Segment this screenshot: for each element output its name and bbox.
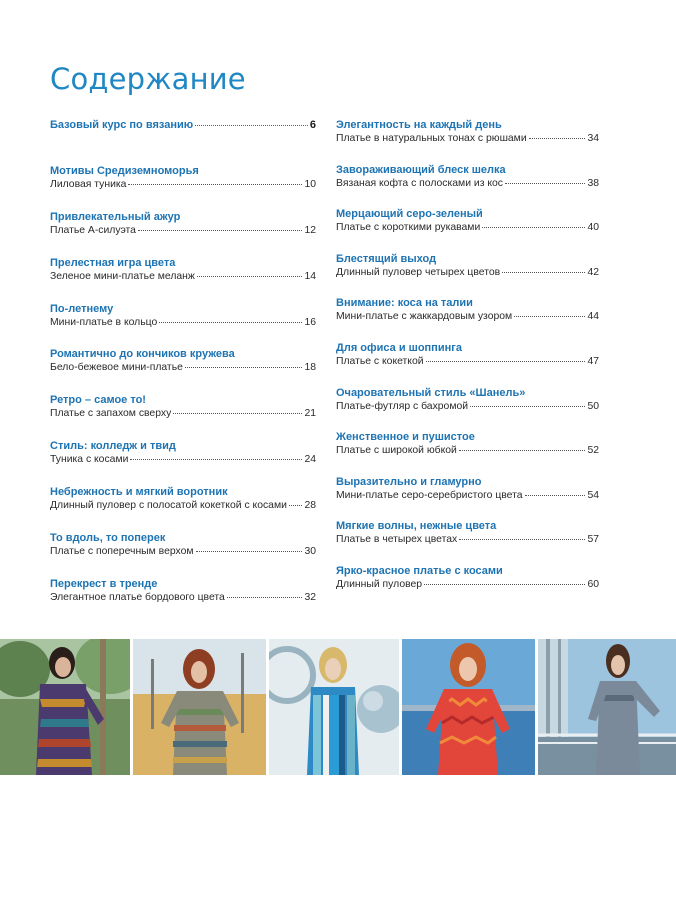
toc-leader-dots (424, 583, 585, 585)
photo-model-striped-dress (133, 639, 265, 775)
toc-page-number: 28 (304, 500, 316, 512)
toc-entry-heading: Очаровательный стиль «Шанель» (336, 386, 526, 399)
toc-entry-heading: То вдоль, то поперек (50, 532, 166, 545)
toc-entry[interactable] (336, 564, 599, 609)
toc-entry-heading: Небрежность и мягкий воротник (50, 486, 228, 499)
toc-entry-heading: Мотивы Средиземноморья (50, 164, 199, 177)
toc-entry-subtitle: Платье с кокеткой (336, 355, 424, 367)
toc-entry-heading: Перекрест в тренде (50, 577, 158, 590)
toc-entry[interactable] (336, 475, 599, 520)
toc-leader-dots (514, 315, 585, 317)
toc-leader-dots (502, 271, 585, 273)
toc-entry[interactable] (50, 577, 316, 623)
toc-entry-line (336, 266, 599, 280)
toc-entry-heading: Выразительно и гламурно (336, 475, 482, 488)
toc-entry[interactable] (50, 347, 316, 393)
toc-entry-heading: Стиль: колледж и твид (50, 440, 176, 453)
toc-entry-subtitle: Зеленое мини-платье меланж (50, 270, 195, 282)
toc-entry-subtitle: Платье с поперечным верхом (50, 546, 194, 558)
toc-page-number: 14 (304, 270, 316, 282)
toc-entry-line (50, 591, 316, 605)
toc-page-number: 18 (304, 362, 316, 374)
toc-entry-line (336, 578, 599, 592)
toc-leader-dots (185, 366, 303, 368)
photo-model-striped-cardigan (269, 639, 399, 775)
toc-leader-dots (159, 321, 302, 323)
toc-page-number: 40 (587, 222, 599, 234)
toc-entry-subtitle: Длинный пуловер (336, 578, 423, 590)
toc-entry-line (50, 316, 316, 330)
toc-entry[interactable] (336, 341, 599, 386)
toc-page-number: 6 (309, 119, 316, 131)
toc-entry-line (336, 221, 599, 235)
toc-entry[interactable] (336, 252, 599, 297)
toc-entry[interactable] (50, 439, 316, 485)
toc-entry-line (336, 400, 599, 414)
toc-entry[interactable] (336, 207, 599, 252)
photo-strip (0, 639, 676, 775)
photo-model-red-dress (402, 639, 534, 775)
toc-entry-line (50, 545, 316, 559)
toc-entry-heading: Прелестная игра цвета (50, 256, 176, 269)
toc-entry-line (50, 118, 316, 132)
toc-entry[interactable] (336, 296, 599, 341)
toc-entry-subtitle: Лиловая туника (50, 178, 127, 190)
toc-entry[interactable] (50, 485, 316, 531)
toc-entry-heading: Завораживающий блеск шелка (336, 163, 506, 176)
toc-entry[interactable] (336, 163, 599, 208)
toc-leader-dots (196, 550, 303, 552)
toc-entry-subtitle: Платье в натуральных тонах с рюшами (336, 133, 527, 144)
toc-entry-heading: Для офиса и шоппинга (336, 341, 462, 354)
toc-entry-line (336, 310, 599, 324)
toc-entry-line (50, 499, 316, 513)
toc-entry-heading: Ярко-красное платье с косами (336, 564, 503, 577)
toc-entry-line (50, 361, 316, 375)
toc-leader-dots (128, 183, 302, 185)
toc-entry-heading: Базовый курс по вязанию (50, 119, 194, 131)
toc-entry-heading: Внимание: коса на талии (336, 297, 473, 310)
toc-page-number: 24 (304, 454, 316, 466)
toc-entry[interactable] (50, 210, 316, 256)
toc-entry-subtitle: Длинный пуловер четырех цветов (336, 266, 501, 278)
toc-entry-heading: По-летнему (50, 302, 114, 315)
toc-leader-dots (529, 137, 586, 139)
toc-page-number: 50 (587, 400, 599, 412)
toc-leader-dots (130, 458, 302, 460)
toc-entry-line (336, 533, 599, 547)
toc-right-column (336, 118, 599, 609)
toc-leader-dots (138, 229, 302, 231)
toc-page-number: 34 (587, 133, 599, 144)
toc-entry-line (50, 178, 316, 192)
toc-page-number: 42 (587, 266, 599, 278)
toc-left-column (50, 118, 316, 623)
toc-leader-dots (459, 449, 586, 451)
toc-leader-dots (197, 275, 303, 277)
toc-entry-line (336, 177, 599, 191)
toc-entry[interactable] (50, 256, 316, 302)
toc-entry-heading: Ретро – самое то! (50, 394, 146, 407)
toc-entry[interactable] (50, 302, 316, 348)
photo-model-zigzag-dress (0, 639, 130, 775)
toc-entry-heading: Привлекательный ажур (50, 210, 181, 223)
toc-leader-dots (459, 538, 585, 540)
toc-leader-dots (227, 596, 303, 598)
toc-entry-heading: Женственное и пушистое (336, 431, 475, 444)
toc-page-number: 54 (587, 489, 599, 501)
toc-entry-subtitle: Платье в четырех цветах (336, 534, 458, 546)
photo-model-grey-dress (538, 639, 676, 775)
toc-entry-heading: Романтично до кончиков кружева (50, 348, 235, 361)
page-title: Содержание (50, 62, 246, 96)
toc-leader-dots (426, 360, 586, 362)
toc-page-number: 52 (587, 445, 599, 457)
toc-entry[interactable] (50, 118, 316, 164)
toc-entry-heading: Мерцающий серо-зеленый (336, 208, 483, 221)
toc-page-number: 30 (304, 546, 316, 558)
toc-entry-subtitle: Платье с широкой юбкой (336, 445, 457, 457)
toc-entry-subtitle: Мини-платье серо-серебристого цвета (336, 489, 523, 501)
toc-entry-line (336, 132, 599, 146)
toc-page-number: 32 (304, 591, 316, 603)
toc-entry[interactable] (50, 531, 316, 577)
toc-entry-heading: Элегантность на каждый день (336, 119, 502, 131)
toc-page-number: 16 (304, 316, 316, 328)
toc-leader-dots (173, 412, 302, 414)
toc-page-number: 57 (587, 534, 599, 546)
toc-entry-line (50, 407, 316, 421)
toc-entry-subtitle: Туника с косами (50, 454, 129, 466)
toc-entry-heading: Блестящий выход (336, 252, 437, 265)
toc-entry[interactable] (50, 393, 316, 439)
toc-leader-dots (525, 494, 586, 496)
toc-leader-dots (289, 504, 303, 506)
toc-page-number: 12 (304, 224, 316, 236)
toc-entry-subtitle: Платье с запахом сверху (50, 408, 172, 420)
toc-entry-subtitle: Платье-футляр с бахромой (336, 400, 469, 412)
toc-entry-subtitle: Платье А-силуэта (50, 224, 136, 236)
toc-leader-dots (482, 226, 585, 228)
toc-entry-subtitle: Вязаная кофта с полосками из кос (336, 177, 503, 189)
toc-entry-line (50, 224, 316, 238)
toc-entry-line (336, 444, 599, 458)
toc-entry-subtitle: Элегантное платье бордового цвета (50, 591, 225, 603)
toc-page-number: 38 (587, 177, 599, 189)
toc-leader-dots (505, 182, 585, 184)
toc-page-number: 10 (304, 178, 316, 190)
toc-entry-subtitle: Бело-бежевое мини-платье (50, 362, 183, 374)
toc-entry-line (336, 489, 599, 503)
toc-entry[interactable] (336, 430, 599, 475)
toc-entry-heading: Мягкие волны, нежные цвета (336, 520, 497, 533)
toc-entry-subtitle: Длинный пуловер с полосатой кокеткой с косами (50, 500, 287, 512)
toc-entry-subtitle: Платье с короткими рукавами (336, 222, 481, 234)
toc-entry-line (336, 355, 599, 369)
toc-leader-dots (195, 124, 308, 126)
toc-entry[interactable] (50, 164, 316, 210)
toc-page-number: 21 (304, 408, 316, 420)
toc-entry-line (50, 270, 316, 284)
toc-leader-dots (470, 405, 585, 407)
toc-entry[interactable] (336, 386, 599, 431)
toc-entry[interactable] (336, 118, 599, 163)
toc-entry-subtitle: Мини-платье с жаккардовым узором (336, 311, 513, 323)
toc-page-number: 47 (587, 355, 599, 367)
toc-entry-line (50, 453, 316, 467)
toc-entry[interactable] (336, 519, 599, 564)
toc-page-number: 44 (587, 311, 599, 323)
toc-page-number: 60 (587, 578, 599, 590)
toc-entry-subtitle: Мини-платье в кольцо (50, 316, 158, 328)
